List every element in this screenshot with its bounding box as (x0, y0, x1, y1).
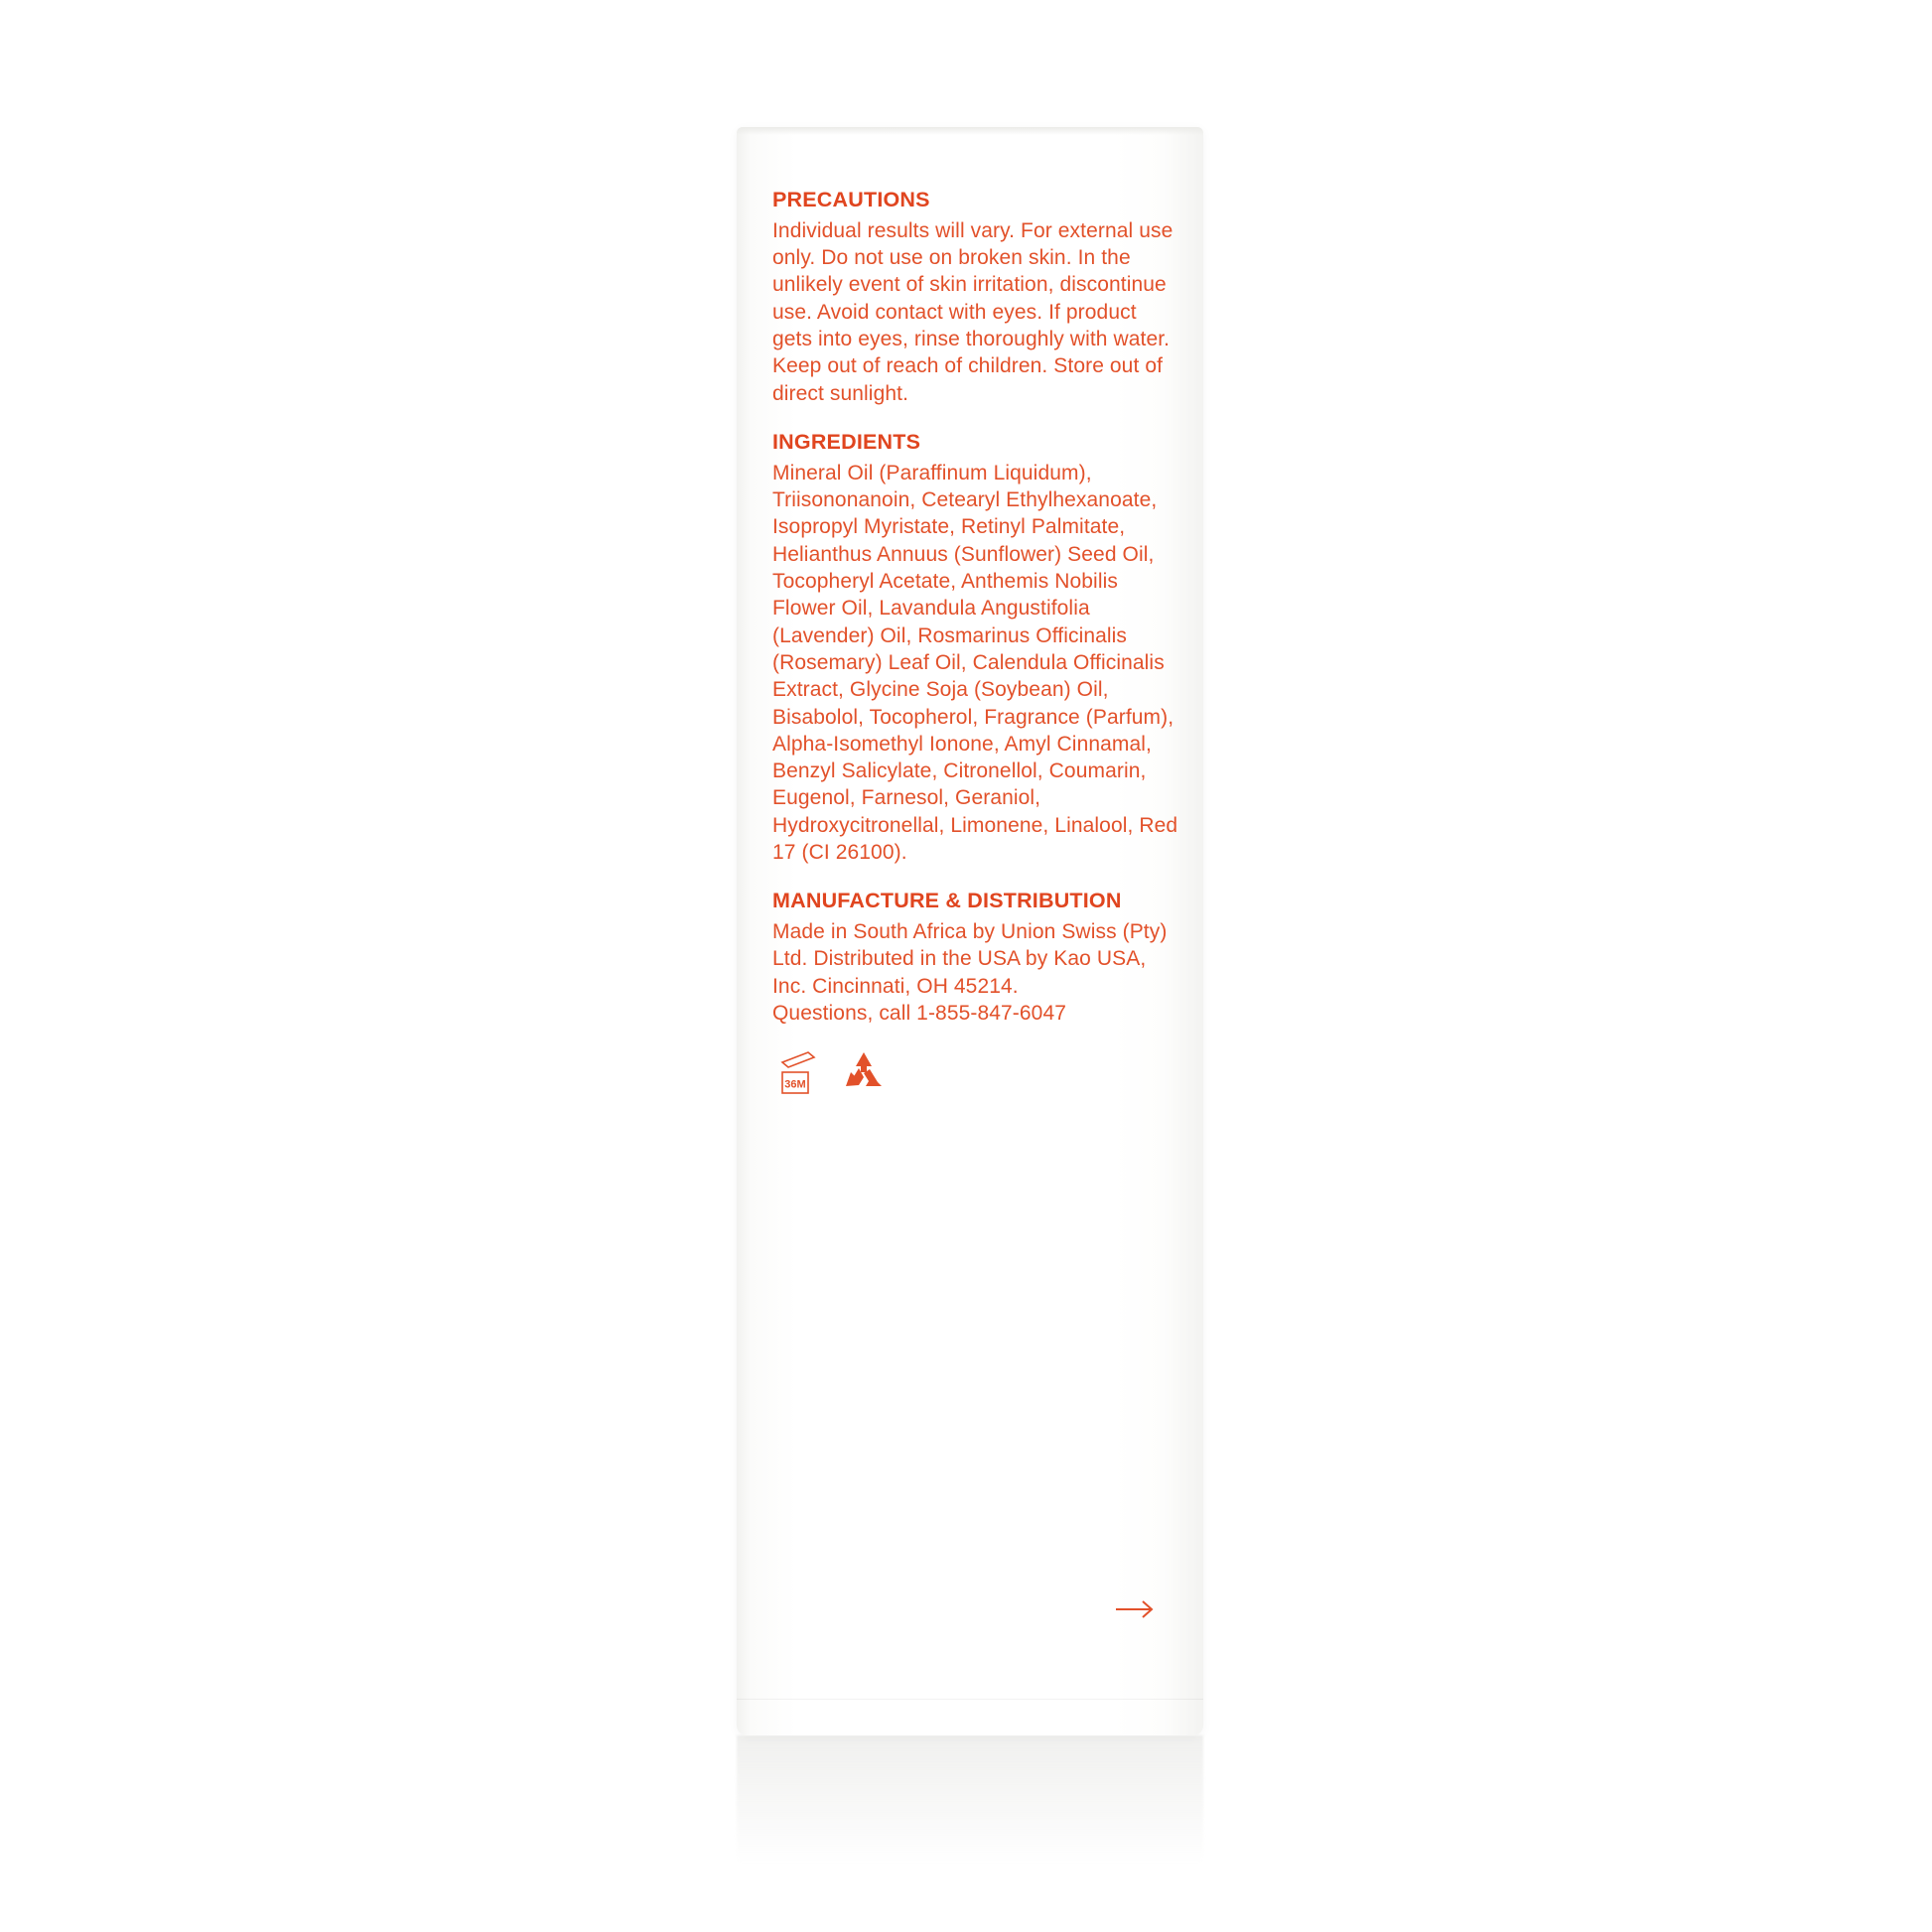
section-manufacture-distribution (772, 888, 1181, 1027)
pao-jar-icon (774, 1048, 818, 1101)
precautions-text: Individual results will vary. For external use only. Do not use on broken skin. In the unlikely event of skin irritation, discontinue use. Avoid contact with eyes. If product gets into eyes, rinse thoroughly with water. Keep out of reach of children. Store out of direct sunlight. (772, 218, 1173, 405)
arrow-right-icon (1114, 1596, 1158, 1627)
svg-text:36M: 36M (784, 1078, 806, 1091)
ingredients-text: Mineral Oil (Paraffinum Liquidum), Triisononanoin, Cetearyl Ethylhexanoate, Isopropyl Myristate, Retinyl Palmitate, Helianthus Annuus (Sunflower) Seed Oil, Tocopheryl Acetate, Anthemis Nobilis Flower Oil, Lavandula Angustifolia (Lavender) Oil, Rosmarinus Officinalis (Rosemary) Leaf Oil, Calendula Officinalis Extract, Glycine Soja (Soybean) Oil, Bisabolol, Tocopherol, Fragrance (Parfum), Alpha-Isomethyl Ionone, Amyl Cinnamal, Benzyl Salicylate, Citronellol, Coumarin, Eugenol, Farnesol, Geraniol, Hydroxycitronellal, Limonene, Linalool, Red 17 (CI 26100). (772, 461, 1178, 864)
manufacture-heading: MANUFACTURE & DISTRIBUTION (772, 889, 1122, 913)
recycle-icon (840, 1048, 888, 1101)
manufacture-text: Made in South Africa by Union Swiss (Pty) Ltd. Distributed in the USA by Kao USA, Inc. Cincinnati, OH 45214. (772, 920, 1168, 998)
arrow-row (737, 1596, 1203, 1627)
section-precautions (772, 187, 1181, 407)
section-ingredients (772, 429, 1181, 866)
box-reflection (737, 1735, 1203, 1864)
precautions-heading: PRECAUTIONS (772, 188, 930, 211)
symbol-row (774, 1048, 1181, 1101)
carton-back-panel (772, 187, 1181, 1101)
customer-contact-text: Questions, call 1-855-847-6047 (772, 1002, 1067, 1026)
ingredients-heading: INGREDIENTS (772, 429, 921, 454)
product-carton (737, 127, 1203, 1735)
